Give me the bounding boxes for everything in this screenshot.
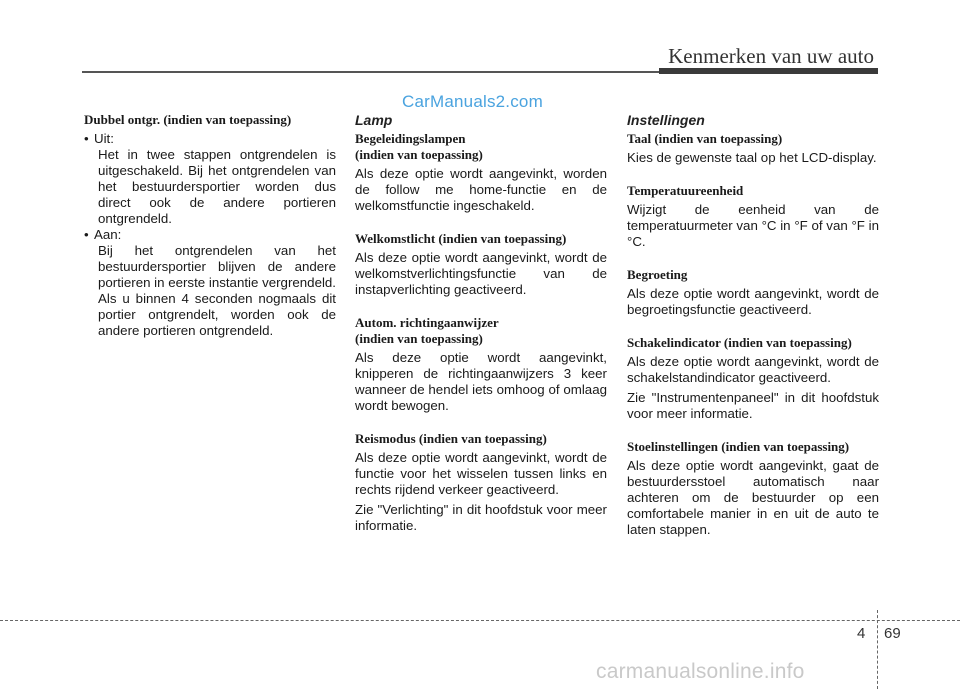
subheading: Begeleidingslampen (indien van toepassing) [355,131,483,162]
chapter-number: 4 [857,625,866,642]
paragraph-reference: Zie "Instrumentenpaneel" in dit hoofdstuk voor meer informatie. [627,390,879,421]
bullet-dot-icon: • [84,227,89,242]
bullet-text: Bij het ontgrendelen van het bestuurdersportier blijven de andere portieren in eerste instantie vergrendeld. Als u binnen 4 seconden nogmaals dit portier ontgrendelt, worden ook de andere portieren ontgrendeld. [98,243,337,338]
subheading: Welkomstlicht (indien van toepassing) [355,231,567,246]
bullet-item [84,131,336,147]
header-rule-accent [659,68,878,74]
paragraph: Als deze optie wordt aangevinkt, wordt de begroetingsfunctie geactiveerd. [627,286,879,317]
subheading: Autom. richtingaanwijzer (indien van toepassing) [355,315,499,346]
page-header-title: Kenmerken van uw auto [668,44,874,68]
header-rule [82,71,662,73]
subheading: Begroeting [627,267,688,282]
bullet-dot-icon: • [84,131,89,146]
bullet-item [84,227,336,243]
bullet-label: Aan: [94,227,122,242]
subheading: Taal (indien van toepassing) [627,131,783,146]
subheading: Stoelinstellingen (indien van toepassing) [627,439,850,454]
paragraph: Als deze optie wordt aangevinkt, gaat de bestuurdersstoel automatisch naar achteren om de bestuurder op een comfortabele manier in en uit de auto te laten stappen. [627,458,879,537]
subheading: Reismodus (indien van toepassing) [355,431,547,446]
section-title-instellingen: Instellingen [627,112,705,128]
bullet-text: Het in twee stappen ontgrendelen is uitgeschakeld. Bij het ontgrendelen van het bestuurdersportier worden dus direct ook de andere portieren ontgrendeld. [98,147,336,226]
paragraph: Kies de gewenste taal op het LCD-display. [627,150,877,165]
section-title-lamp: Lamp [355,112,393,128]
subheading: Temperatuureenheid [627,183,744,198]
paragraph: Als deze optie wordt aangevinkt, wordt de schakelstandindicator geactiveerd. [627,354,879,385]
paragraph: Als deze optie wordt aangevinkt, worden de follow me home-functie en de welkomstfunctie ingeschakeld. [355,166,607,213]
page-number: 69 [884,625,901,642]
watermark-carmanuals2: CarManuals2.com [402,92,543,111]
bullet-label: Uit: [94,131,114,146]
subheading-dubbel-ontgr: Dubbel ontgr. (indien van toepassing) [84,112,292,127]
subheading: Schakelindicator (indien van toepassing) [627,335,852,350]
column-left [84,112,336,339]
watermark-carmanualsonline: carmanualsonline.info [596,660,805,683]
paragraph: Als deze optie wordt aangevinkt, wordt de functie voor het wisselen tussen links en rechts rijdend verkeer geactiveerd. [355,450,607,497]
footer-divider [0,620,960,621]
column-right [627,112,879,555]
paragraph: Als deze optie wordt aangevinkt, wordt de welkomstverlichtingsfunctie van de instapverlichting geactiveerd. [355,250,607,297]
paragraph: Als deze optie wordt aangevinkt, knipperen de richtingaanwijzers 3 keer wanneer de hendel iets omhoog of omlaag wordt bewogen. [355,350,607,413]
paragraph: Wijzigt de eenheid van de temperatuurmeter van °C in °F of van °F in °C. [627,202,879,249]
footer-vertical-divider [877,610,878,689]
paragraph-reference: Zie "Verlichting" in dit hoofdstuk voor meer informatie. [355,502,607,533]
column-middle [355,112,607,551]
